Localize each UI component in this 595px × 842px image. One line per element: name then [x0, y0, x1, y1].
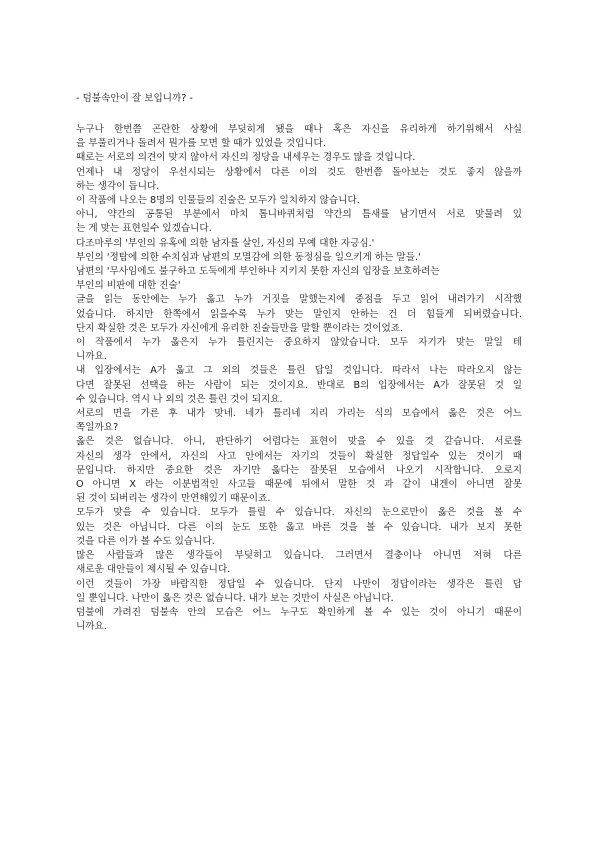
text-line: 남편의 '무사임에도 불구하고 도둑에게 부인하나 지키지 못한 자신의 입장을 보호하려는	[76, 266, 440, 278]
text-line: 이 작품에서 누가 옳은지 누가 틀린지는 중요하지 않았습니다. 모두 자기가 맞는 말일 테	[76, 337, 522, 349]
text-line: 다조마루의 '부인의 유혹에 의한 남자를 살인, 자신의 무예 대한 자긍심.'	[76, 237, 375, 249]
text-line: 있는 것은 아닙니다. 다른 이의 눈도 또한 옳고 바른 것을 볼 수 있습니다. 내가 보지 못한	[76, 521, 522, 533]
text-line: 옳은 것은 없습니다. 아니, 판단하기 어렵다는 표현이 맞을 수 있을 것 같습니다. 서로를	[76, 436, 522, 448]
text-line: 많은 사람들과 많은 생각들이 부딪히고 있습니다. 그러면서 결충이나 아니면 저혀 다른	[76, 550, 522, 562]
document-title: - 덤불속안이 잘 보입니까? -	[76, 93, 193, 104]
text-line: 이런 것들이 가장 바람직한 정답일 수 있습니다. 단지 나만이 정답이라는 생각은 틀린 답	[76, 578, 522, 590]
text-line: 하는 생각이 듭니다.	[76, 180, 160, 192]
text-line: 니까요.	[76, 351, 107, 363]
text-line: 된 것이 되버리는 생각이 만연해있기 때문이죠.	[76, 493, 271, 505]
text-line: 는 게 맞는 표현일수 있겠습니다.	[76, 223, 212, 235]
text-line: 이 작품에 나오는 8명의 인물들의 진술은 모두가 일치하지 않습니다.	[76, 195, 360, 207]
text-line: 글을 읽는 동안에는 누가 옳고 누가 거짓을 말했는지에 중점을 두고 읽어 내려가기 시작했	[76, 294, 522, 306]
text-line: 언제나 내 정당이 우선시되는 상황에서 다른 이의 것도 한번쯤 돌아보는 것도 좋지 않을까	[76, 166, 522, 178]
text-line: 내 입장에서는 A가 옳고 그 외의 것들은 틀린 답일 것입니다. 따라서 나는 따라오지 않는	[76, 365, 522, 377]
text-line: 자신의 생각 안에서, 자신의 사고 안에서는 자기의 것들이 확실한 정답일수 있는 것이기 때	[76, 450, 522, 462]
text-line: 것을 다른 이가 볼 수도 있습니다.	[76, 535, 215, 547]
text-line: 수 있습니다. 역시 나 외의 것은 틀린 것이 되지요.	[76, 393, 283, 405]
text-line: 을 부풀리거나 돌려서 뭔가를 모면 할 때가 있었을 것입니다.	[76, 138, 326, 150]
text-line: 부인의 비판에 대한 진술'	[76, 280, 181, 292]
text-line: 부인의 '정탐에 의한 수치심과 남편의 모멸감에 의한 동정심을 일으키게 하는 말들.'	[76, 251, 421, 263]
text-line: 서로의 면을 가른 후 내가 맞네. 네가 틀리네 지리 가리는 식의 모습에서 옳은 것은 어느	[76, 408, 522, 420]
text-line: 문입니다. 하지만 중요한 것은 자기만 옳다는 잘못된 모습에서 나오기 시작합니다. 오로지	[76, 464, 522, 476]
document-body	[76, 123, 522, 634]
text-line: 일 뿐입니다. 나만이 옳은 것은 없습니다. 내가 보는 것만이 사실은 아닙니다.	[76, 592, 394, 604]
text-line: 었습니다. 하지만 한쪽에서 읽을수록 누가 맞는 말인지 안하는 건 더 힘들게 되버렸습니다.	[76, 308, 522, 320]
text-line: 누구나 한번쯤 곤란한 상황에 부딪히게 됐을 때나 혹은 자신을 유리하게 하기위해서 사실	[76, 124, 522, 135]
text-line: 아니, 약간의 공통된 부분에서 마치 톱니바퀴처럼 약간의 틈새를 남기면서 서로 맞물려 있	[76, 209, 522, 221]
text-line: 다면 잘못된 선택을 하는 사람이 되는 것이지요. 반대로 B의 입장에서는 A가 잘못된 것 일	[76, 379, 522, 391]
text-line: 새로운 대안들이 제시될 수 있습니다.	[76, 564, 231, 576]
text-line: 니까요.	[76, 621, 107, 633]
text-line: 때로는 서로의 의견이 맞지 않아서 자신의 정당을 내세우는 경우도 많을 것입니다.	[76, 152, 416, 164]
text-line: 모두가 맞을 수 있습니다. 모두가 틀릴 수 있습니다. 자신의 눈으로만이 옳은 것을 볼 수	[76, 507, 522, 519]
text-line: O 아니면 X 라는 이분법적인 사고들 때문에 뒤에서 말한 것 과 같이 내겐이 아니면 잘못	[76, 479, 522, 491]
text-line: 단지 확실한 것은 모두가 자신에게 유리한 진술들만을 말할 뿐이라는 것이었죠.	[76, 322, 404, 334]
text-line: 쪽일까요?	[76, 422, 119, 434]
text-line: 덤불에 가려진 덤불속 안의 모습은 어느 누구도 확인하게 볼 수 있는 것이 아니기 때문이	[76, 606, 522, 618]
